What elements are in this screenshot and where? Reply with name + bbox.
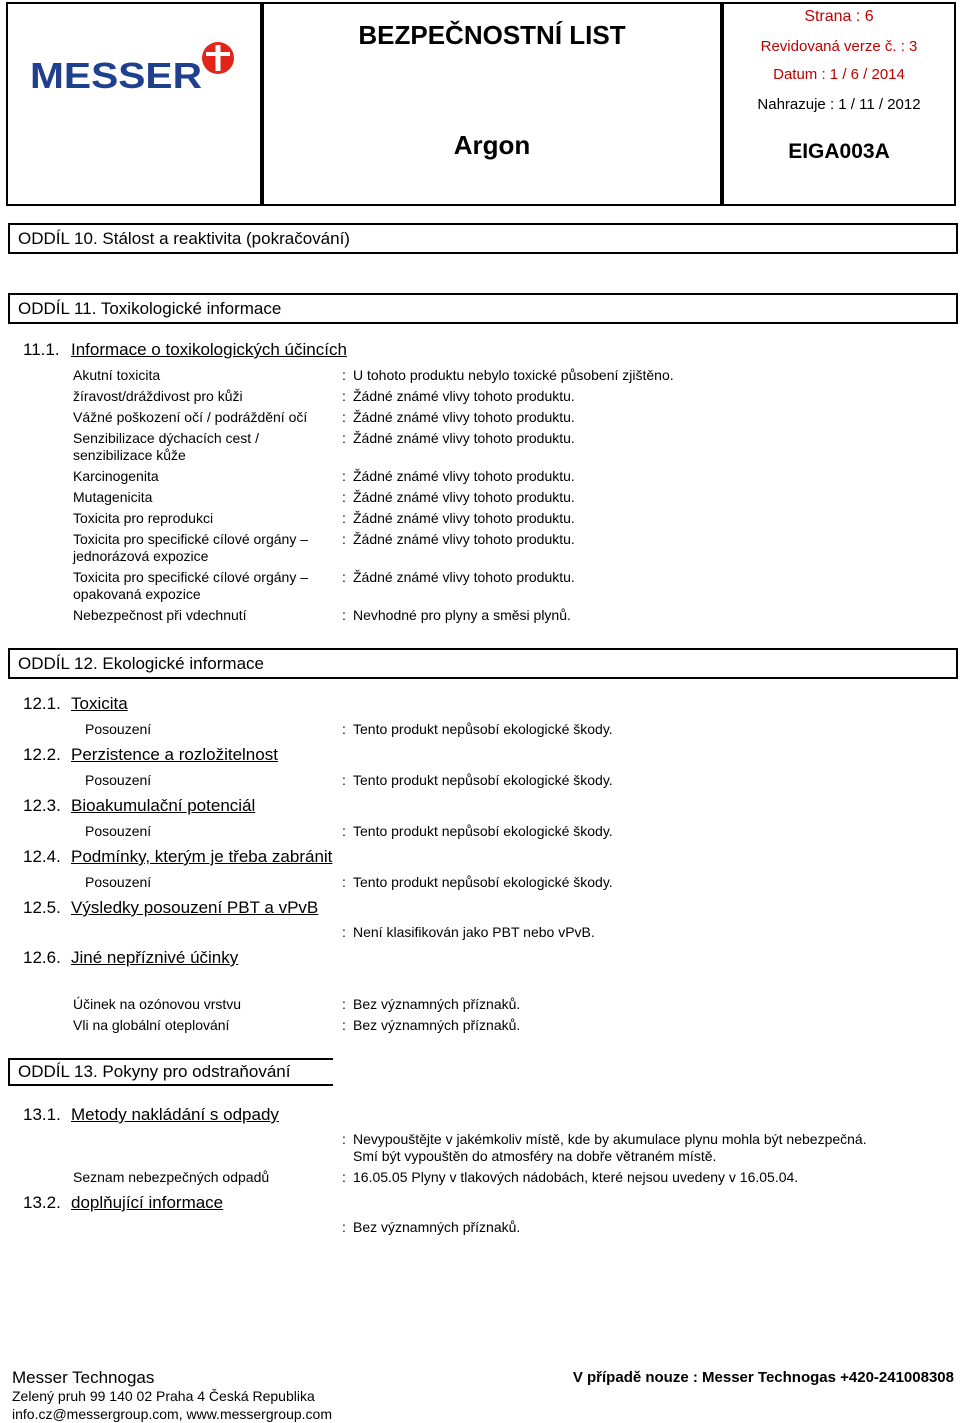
section-10-header: ODDÍL 10. Stálost a reaktivita (pokračování): [8, 223, 958, 254]
meta-box: [722, 2, 956, 206]
row-value: : Žádné známé vlivy tohoto produktu.: [342, 468, 575, 484]
row-value: : Žádné známé vlivy tohoto produktu.: [342, 531, 575, 547]
subsection-title: Informace o toxikologických účincích: [71, 340, 347, 359]
document-title: BEZPEČNOSTNÍ LIST: [358, 20, 626, 50]
disposal-method-value: : Nevypouštějte v jakémkoliv místě, kde by akumulace plynu mohla být nebezpečná. Smí být vypouštěn do atmosféry na dobře větraném místě.: [342, 1131, 867, 1164]
row-label: žíravost/dráždivost pro kůži: [73, 388, 243, 404]
assessment-label: Posouzení: [85, 721, 152, 737]
section-11-header: ODDÍL 11. Toxikologické informace: [8, 293, 958, 324]
footer-contact: info.cz@messergroup.com, www.messergroup.com: [12, 1406, 332, 1422]
date: Datum : 1 / 6 / 2014: [773, 66, 905, 83]
footer-address: Zelený pruh 99 140 02 Praha 4 Česká Republika: [12, 1388, 315, 1404]
messer-logo: [30, 40, 242, 101]
additional-info-value: : Bez významných příznaků.: [342, 1219, 521, 1235]
doc-code: EIGA003A: [788, 140, 890, 163]
row-label: Mutagenicita: [73, 489, 153, 505]
row-value: : Žádné známé vlivy tohoto produktu.: [342, 430, 575, 446]
subsection-13-2: 13.2. doplňující informace: [23, 1193, 224, 1212]
global-warming-label: Vli na globální oteplování: [73, 1017, 230, 1033]
row-label: Toxicita pro specifické cílové orgány – opakovaná expozice: [73, 569, 308, 602]
subsection-number: 11.1.: [23, 340, 60, 359]
subsection-11-1: [23, 340, 347, 360]
assessment-value: : Tento produkt nepůsobí ekologické škody.: [342, 721, 613, 737]
title-box: [262, 2, 722, 206]
section-12-header: ODDÍL 12. Ekologické informace: [8, 648, 958, 679]
row-value: : U tohoto produktu nebylo toxické působení zjištěno.: [342, 367, 674, 383]
row-value: : Žádné známé vlivy tohoto produktu.: [342, 569, 575, 585]
assessment-value: : Tento produkt nepůsobí ekologické škody.: [342, 874, 613, 890]
footer-company: Messer Technogas: [12, 1368, 155, 1387]
replaces-date: Nahrazuje : 1 / 11 / 2012: [757, 96, 921, 113]
row-label: Vážné poškození očí / podráždění očí: [73, 409, 308, 425]
row-label: Akutní toxicita: [73, 367, 161, 383]
product-name: Argon: [453, 130, 531, 160]
subsection-12-4: 12.4. Podmínky, kterým je třeba zabránit: [23, 847, 333, 866]
subsection-12-2: 12.2. Perzistence a rozložitelnost: [23, 745, 278, 764]
assessment-label: Posouzení: [85, 823, 152, 839]
waste-list-value: : 16.05.05 Plyny v tlakových nádobách, které nejsou uvedeny v 16.05.04.: [342, 1169, 799, 1185]
row-value: : Žádné známé vlivy tohoto produktu.: [342, 510, 575, 526]
assessment-label: Posouzení: [85, 874, 152, 890]
row-label: Toxicita pro specifické cílové orgány – jednorázová expozice: [73, 531, 308, 564]
subsection-12-1: 12.1. Toxicita: [23, 694, 128, 713]
ozone-value: : Bez významných příznaků.: [342, 996, 521, 1012]
assessment-label: Posouzení: [85, 772, 152, 788]
section-13-header: ODDÍL 13. Pokyny pro odstraňování: [8, 1058, 333, 1086]
subsection-12-3: 12.3. Bioakumulační potenciál: [23, 796, 256, 815]
messer-logo-icon: [30, 40, 242, 96]
row-label: Toxicita pro reprodukci: [73, 510, 214, 526]
row-label: Nebezpečnost při vdechnutí: [73, 607, 247, 623]
subsection-12-5: 12.5. Výsledky posouzení PBT a vPvB: [23, 898, 319, 917]
subsection-13-1: 13.1. Metody nakládání s odpady: [23, 1105, 279, 1124]
row-value: : Žádné známé vlivy tohoto produktu.: [342, 388, 575, 404]
assessment-value: : Tento produkt nepůsobí ekologické škody.: [342, 823, 613, 839]
global-warming-value: : Bez významných příznaků.: [342, 1017, 521, 1033]
footer-emergency: V případě nouze : Messer Technogas +420-241008308: [572, 1369, 954, 1386]
revision-version: Revidovaná verze č. : 3: [760, 38, 918, 55]
svg-text:MESSER: MESSER: [30, 55, 202, 96]
row-value: : Nevhodné pro plyny a směsi plynů.: [342, 607, 571, 623]
assessment-value: : Tento produkt nepůsobí ekologické škody.: [342, 772, 613, 788]
subsection-12-6: 12.6. Jiné nepříznivé účinky: [23, 948, 239, 967]
pbt-value: : Není klasifikován jako PBT nebo vPvB.: [342, 924, 595, 940]
row-value: : Žádné známé vlivy tohoto produktu.: [342, 489, 575, 505]
logo-box: [6, 2, 262, 206]
ozone-label: Účinek na ozónovou vrstvu: [73, 996, 242, 1012]
page-number: Strana : 6: [804, 8, 874, 25]
row-value: : Žádné známé vlivy tohoto produktu.: [342, 409, 575, 425]
row-label: Senzibilizace dýchacích cest / senzibilizace kůže: [73, 430, 259, 463]
waste-list-label: Seznam nebezpečných odpadů: [73, 1169, 270, 1185]
row-label: Karcinogenita: [73, 468, 159, 484]
